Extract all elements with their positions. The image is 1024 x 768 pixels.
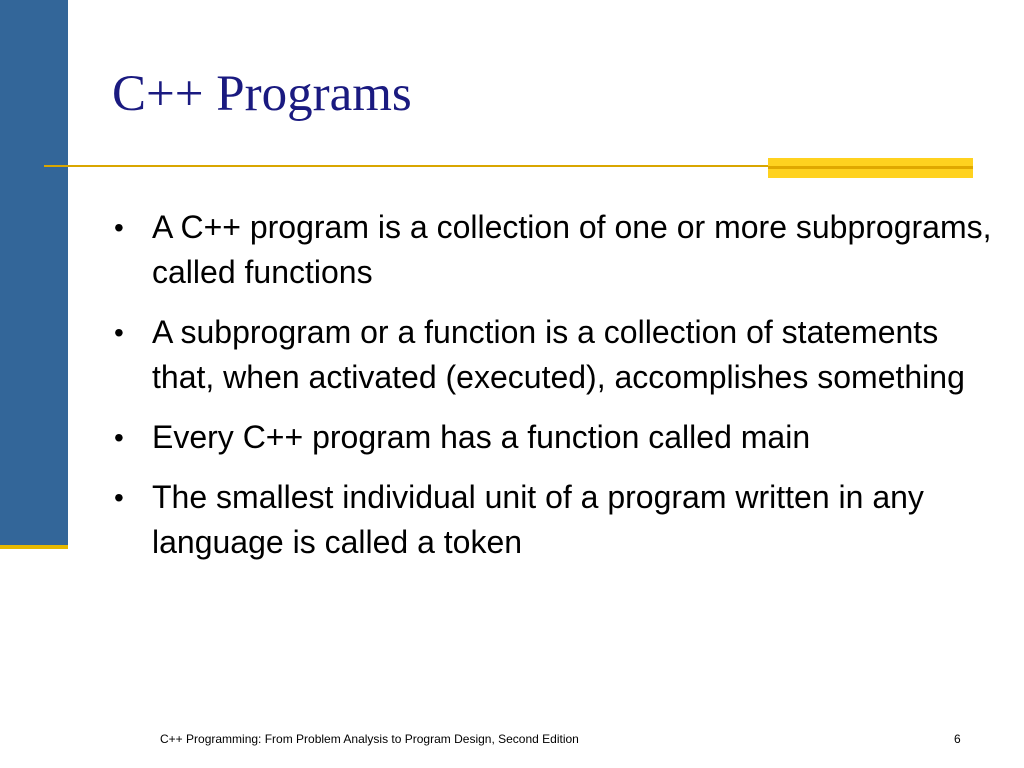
footer-book-title: C++ Programming: From Problem Analysis to Program Design, Second Edition [160, 732, 579, 746]
bullet-text: Every C++ program has a function called main [152, 419, 811, 455]
bullet-item [112, 475, 992, 565]
left-sidebar-bar [0, 0, 68, 545]
bullet-icon: • [114, 482, 124, 513]
bullet-icon: • [114, 422, 124, 453]
bullet-text: A subprogram or a function is a collection of statements that, when activated (executed), accomplishes something [152, 314, 965, 395]
left-sidebar-accent [0, 545, 68, 549]
bullet-text: A C++ program is a collection of one or more subprograms, called functions [152, 209, 992, 290]
bullet-list [112, 205, 992, 580]
bullet-icon: • [114, 317, 124, 348]
bullet-item [112, 205, 992, 295]
page-number: 6 [954, 732, 961, 746]
bullet-icon: • [114, 212, 124, 243]
bullet-item [112, 310, 992, 400]
bullet-item [112, 415, 992, 460]
bullet-text: The smallest individual unit of a program written in any language is called a token [152, 479, 924, 560]
slide-title: C++ Programs [112, 66, 412, 122]
title-divider-line [44, 165, 768, 167]
title-divider-accent-stripe [768, 166, 973, 169]
